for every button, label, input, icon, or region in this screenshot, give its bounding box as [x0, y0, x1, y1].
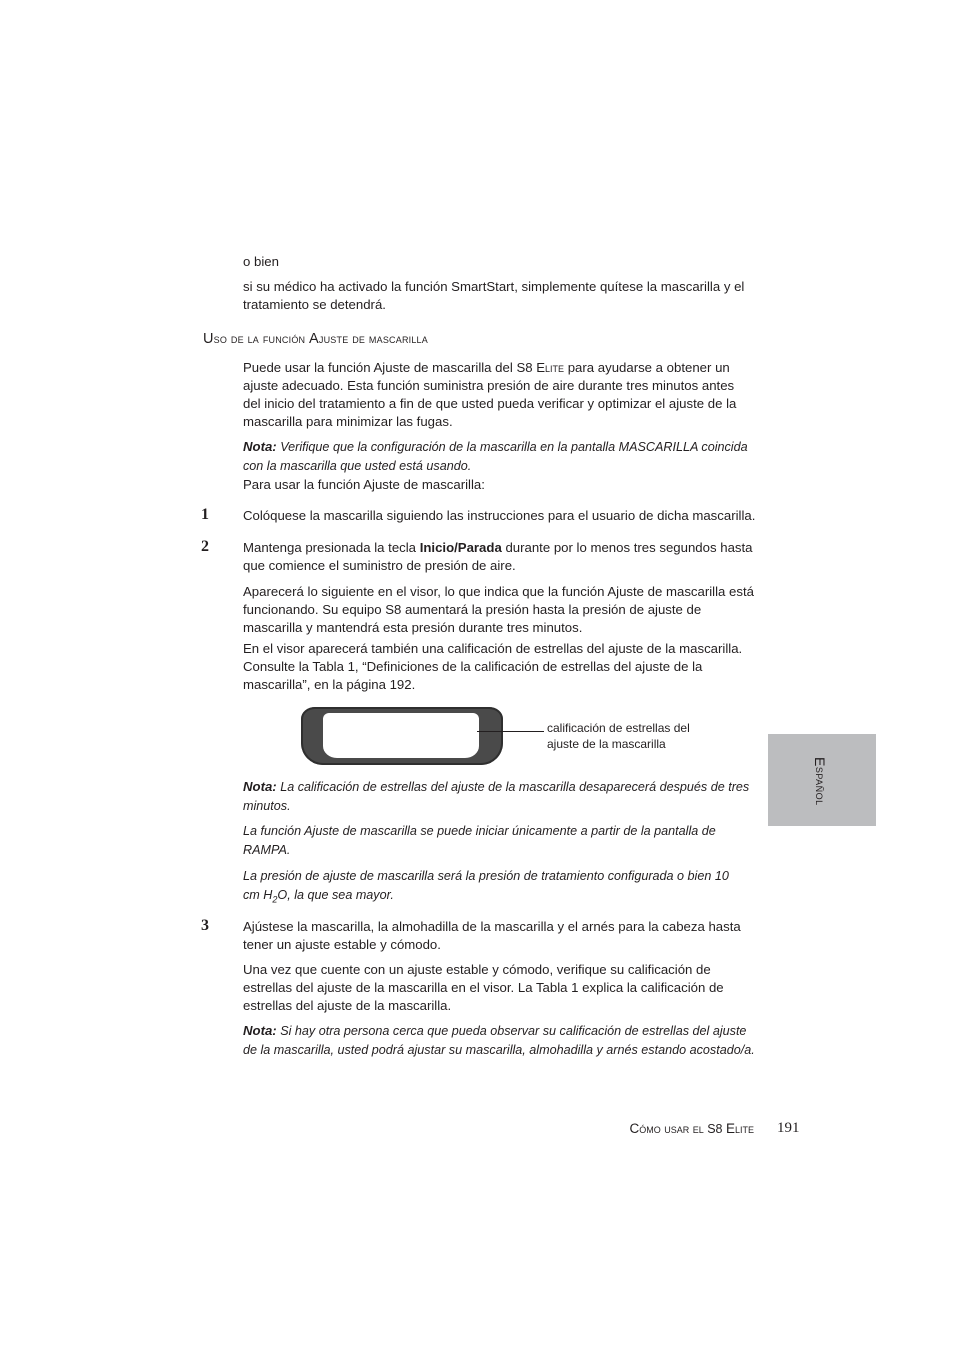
step-number-1: 1	[201, 506, 209, 523]
step-1-text: Colóquese la mascarilla siguiendo las instrucciones para el usuario de dicha mascarilla.	[243, 508, 756, 523]
note-mask-setting: Nota: Verifique que la configuración de la mascarilla en la pantalla MASCARILLA coincida con la mascarilla que usted está usando.	[243, 439, 748, 473]
lead-in: Para usar la función Ajuste de mascarilla:	[243, 477, 485, 492]
or-text: o bien	[243, 254, 279, 269]
step-number-3: 3	[201, 917, 209, 934]
verify-paragraph: Una vez que cuente con un ajuste estable y cómodo, verifique su calificación de estrellas del ajuste de la mascarilla en el visor. La Tabla 1 explica la calificación de estrellas del ajuste de la mascarilla.	[243, 962, 724, 1013]
intro-paragraph: Puede usar la función Ajuste de mascarilla del S8 Elite para ayudarse a obtener un ajuste adecuado. Esta función suministra presión de aire durante tres minutos antes del inicio del tratamiento a fin de que usted pueda verificar y optimizar el ajuste de la mascarilla para minimizar las fugas.	[243, 360, 737, 429]
step-3-text: Ajústese la mascarilla, la almohadilla de la mascarilla y el arnés para la cabeza hasta tener un ajuste estable y cómodo.	[243, 919, 741, 952]
device-display-screen	[323, 713, 479, 758]
note-rating-disappears: Nota: La calificación de estrellas del ajuste de la mascarilla desaparecerá después de tres minutos.	[243, 779, 750, 813]
step-number-2: 2	[201, 538, 209, 555]
page-number: 191	[777, 1120, 800, 1136]
section-heading: Uso de la función Ajuste de mascarilla	[203, 331, 428, 347]
language-tab-label: Español	[812, 756, 828, 806]
running-footer: Cómo usar el S8 Elite	[629, 1121, 754, 1136]
step-2-text: Mantenga presionada la tecla Inicio/Parada durante por lo menos tres segundos hasta que comience el suministro de presión de aire.	[243, 540, 753, 573]
note-ramp-screen: La función Ajuste de mascarilla se puede iniciar únicamente a partir de la pantalla de RAMPA.	[243, 824, 716, 857]
display-info-paragraph: Aparecerá lo siguiente en el visor, lo que indica que la función Ajuste de mascarilla está funcionando. Su equipo S8 aumentará la presión hasta la presión de ajuste de mascarilla y mantendrá esta presión durante tres minutos.	[243, 584, 754, 635]
note-other-person: Nota: Si hay otra persona cerca que pueda observar su calificación de estrellas del ajuste de la mascarilla, usted podrá ajustar su mascarilla, almohadilla y arnés estando acostado/a.	[243, 1023, 755, 1057]
language-side-tab	[768, 734, 876, 826]
rating-info-paragraph: En el visor aparecerá también una calificación de estrellas del ajuste de la mascarilla. Consulte la Tabla 1, “Definiciones de la calificación de estrellas del ajuste de la mascarilla”, en la página 192.	[243, 641, 743, 692]
smartstart-paragraph: si su médico ha activado la función SmartStart, simplemente quítese la mascarilla y el tratamiento se detendrá.	[243, 279, 745, 312]
star-rating-callout: calificación de estrellas del ajuste de la mascarilla	[547, 721, 690, 751]
note-pressure: La presión de ajuste de mascarilla será la presión de tratamiento configurada o bien 10 cm $H_2O$, la que sea mayor.	[243, 869, 729, 905]
callout-leader-line	[477, 731, 544, 732]
start-stop-key: Inicio/Parada	[419, 540, 502, 555]
